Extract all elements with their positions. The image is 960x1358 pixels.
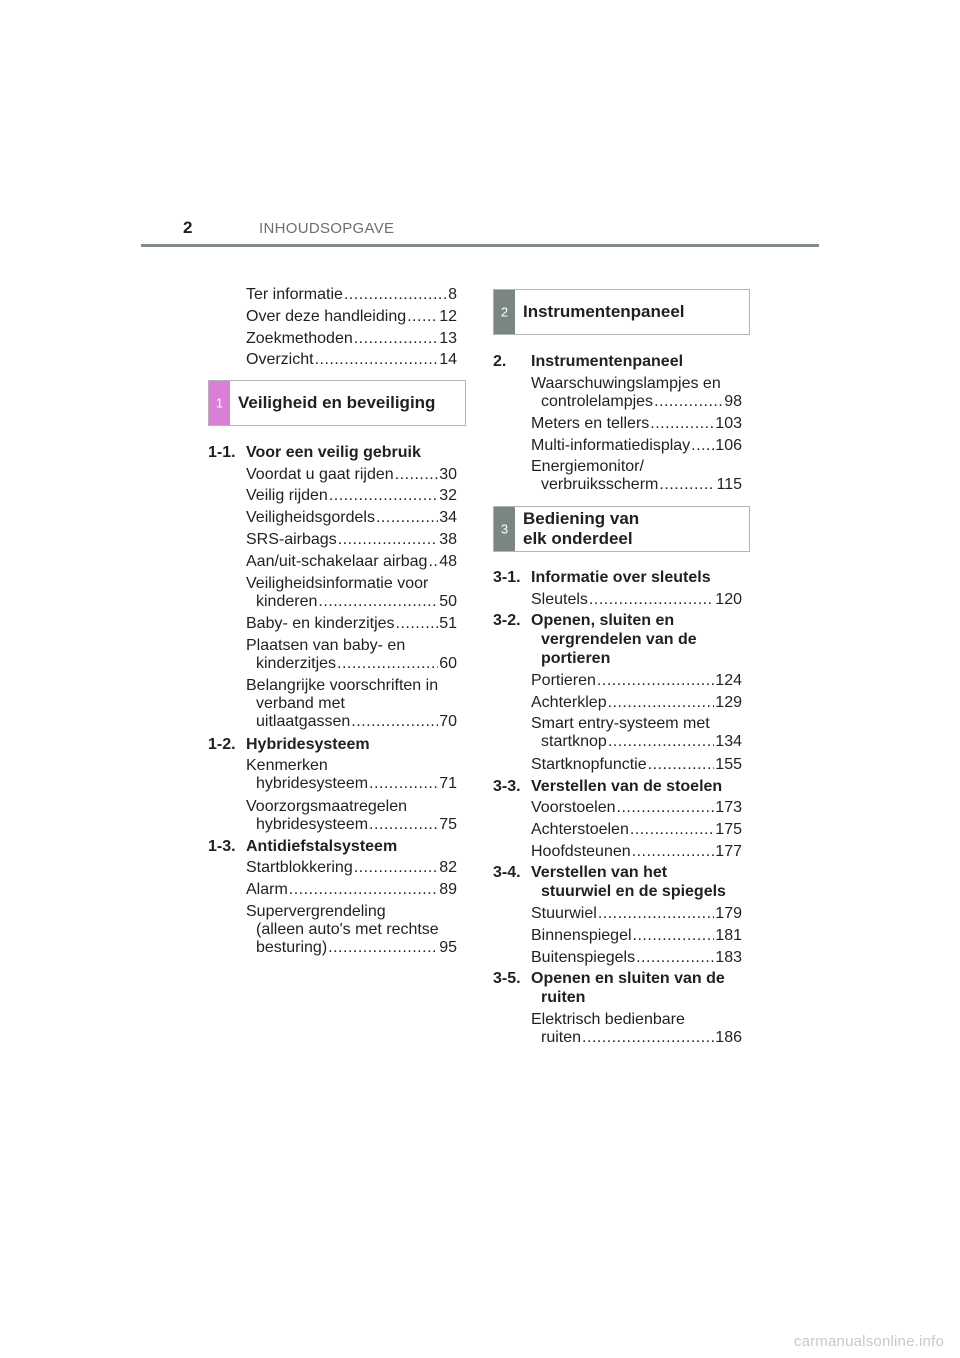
leader-dots	[315, 351, 439, 369]
toc-page-number: 51	[439, 614, 457, 632]
toc-entry[interactable]	[531, 756, 742, 774]
toc-entry-label: startknop	[541, 733, 607, 751]
toc-entry-row	[531, 1029, 742, 1047]
section-heading[interactable]	[493, 778, 722, 796]
section-title: Verstellen van de stoelen	[531, 777, 723, 795]
section-number: 1-2.	[208, 735, 236, 753]
toc-entry-label: kinderzitjes	[256, 654, 337, 672]
toc-entry-row	[246, 531, 457, 549]
header-rule	[141, 244, 819, 247]
toc-entry[interactable]	[531, 591, 742, 609]
section-title-continued: stuurwiel en de spiegels	[541, 883, 726, 901]
toc-entry[interactable]	[246, 330, 457, 348]
toc-entry-label: Buitenspiegels	[531, 948, 636, 966]
chapter-title-text	[238, 393, 435, 413]
section-title: Informatie over sleutels	[531, 569, 711, 586]
toc-entry-row	[531, 591, 742, 609]
section-heading[interactable]	[493, 353, 683, 371]
toc-entry-label: Achterstoelen	[531, 820, 629, 838]
section-title: Openen, sluiten en	[531, 612, 675, 630]
chapter-number: 3	[500, 521, 509, 537]
section-title: Hybridesysteem	[246, 735, 370, 753]
toc-entry-row	[531, 799, 742, 817]
toc-entry-row	[246, 775, 457, 793]
toc-entry-row	[531, 949, 742, 967]
leader-dots	[598, 905, 714, 923]
toc-entry[interactable]	[246, 881, 457, 899]
toc-entry[interactable]	[531, 1011, 742, 1047]
toc-page-number: 115	[716, 476, 742, 494]
leader-dots	[338, 531, 439, 549]
leader-dots	[659, 476, 715, 494]
toc-entry-label: kinderen	[256, 592, 318, 610]
toc-entry-label: Elektrisch bedienbare	[531, 1010, 685, 1028]
leader-dots	[633, 927, 715, 945]
toc-entry[interactable]	[531, 715, 742, 751]
section-title: Instrumentenpaneel	[531, 353, 684, 370]
section-number: 3-4.	[493, 864, 521, 882]
toc-page-number: 50	[439, 592, 457, 610]
toc-entry[interactable]	[246, 677, 457, 731]
toc-entry-label: Overzicht	[246, 351, 314, 369]
toc-entry-label: Supervergrendeling	[246, 902, 386, 920]
toc-entry[interactable]	[531, 799, 742, 817]
section-title-continued: ruiten	[541, 989, 586, 1007]
section-number: 3-3.	[493, 777, 521, 795]
toc-entry-row	[246, 286, 457, 304]
toc-entry-row	[246, 859, 457, 877]
toc-entry-label: Voorzorgsmaatregelen	[246, 797, 407, 815]
leader-dots	[428, 553, 438, 571]
section-number: 3-5.	[493, 970, 521, 988]
toc-entry-row	[246, 330, 457, 348]
section-heading[interactable]	[493, 612, 674, 630]
toc-entry[interactable]	[246, 487, 457, 505]
toc-entry[interactable]	[246, 575, 457, 611]
chapter-title-line: Veiligheid en beveiliging	[238, 393, 436, 412]
chapter-title-line: elk onderdeel	[523, 529, 633, 548]
section-title-continued: portieren	[541, 650, 611, 668]
toc-page-number: 179	[715, 904, 742, 922]
toc-page-number: 48	[439, 552, 457, 570]
toc-entry-label: Kenmerken	[246, 757, 328, 775]
section-heading[interactable]	[208, 838, 397, 856]
toc-entry-label: (alleen auto's met rechtse	[256, 920, 439, 938]
leader-dots	[691, 437, 714, 455]
chapter-title-line: Instrumentenpaneel	[523, 302, 685, 321]
leader-dots	[407, 308, 438, 326]
toc-entry-row	[246, 509, 457, 527]
toc-page-number: 82	[439, 859, 457, 877]
toc-entry-row	[246, 881, 457, 899]
section-heading[interactable]	[493, 569, 711, 587]
toc-entry-label: Binnenspiegel	[531, 926, 632, 944]
toc-entry-row	[246, 939, 457, 957]
toc-entry-label: Stuurwiel	[531, 904, 597, 922]
toc-entry[interactable]	[531, 843, 742, 861]
page-title: INHOUDSOPGAVE	[259, 220, 395, 237]
toc-entry-label: Veilig rijden	[246, 487, 328, 505]
leader-dots	[376, 509, 438, 527]
toc-page-number: 173	[715, 799, 742, 816]
toc-entry[interactable]	[531, 949, 742, 967]
leader-dots	[617, 799, 715, 817]
section-title-continued: vergrendelen van de	[541, 631, 697, 649]
toc-entry-row	[531, 905, 742, 923]
toc-entry-label: Meters en tellers	[531, 414, 650, 432]
toc-entry-label: hybridesysteem	[256, 775, 369, 793]
toc-page-number: 89	[439, 881, 457, 899]
page-header	[141, 218, 819, 248]
toc-entry-row	[246, 816, 457, 834]
leader-dots	[369, 816, 438, 834]
toc-entry-label: Achterklep	[531, 693, 607, 711]
leader-dots	[328, 939, 438, 957]
toc-entry-label: controlelampjes	[541, 392, 654, 410]
page-number: 2	[183, 218, 193, 237]
toc-page-number: 103	[715, 414, 742, 432]
section-number: 3-1.	[493, 569, 521, 586]
toc-entry-row	[246, 713, 457, 731]
toc-page-number: 30	[439, 465, 457, 483]
chapter-tab	[494, 507, 515, 551]
leader-dots	[344, 286, 447, 304]
toc-entry-row	[531, 437, 742, 455]
toc-entry-label: ruiten	[541, 1028, 582, 1046]
toc-page-number: 181	[715, 926, 742, 944]
toc-entry-row	[531, 694, 742, 712]
toc-entry-label: verband met	[256, 694, 345, 712]
toc-entry-label: Voordat u gaat rijden	[246, 465, 394, 483]
toc-entry[interactable]	[531, 927, 742, 945]
toc-page-number: 134	[715, 733, 742, 751]
leader-dots	[369, 775, 438, 793]
toc-entry-row	[246, 655, 457, 673]
toc-page-number: 124	[715, 671, 742, 689]
toc-entry-label: Multi-informatiedisplay	[531, 436, 691, 454]
chapter-title	[238, 381, 435, 425]
toc-entry-row	[531, 821, 742, 839]
toc-entry[interactable]	[246, 637, 457, 673]
leader-dots	[608, 694, 715, 712]
toc-entry-row	[246, 466, 457, 484]
toc-page-number: 60	[439, 654, 457, 672]
leader-dots	[354, 330, 438, 348]
toc-entry[interactable]	[246, 798, 457, 834]
toc-entry[interactable]	[531, 458, 742, 494]
chapter-banner-1[interactable]	[208, 380, 466, 426]
toc-page-number: 8	[448, 286, 457, 303]
leader-dots	[650, 415, 714, 433]
toc-entry-label: Over deze handleiding	[246, 307, 407, 325]
section-heading[interactable]	[208, 444, 421, 462]
toc-entry[interactable]	[246, 615, 457, 633]
toc-entry[interactable]	[246, 531, 457, 549]
chapter-title-text	[523, 302, 685, 322]
toc-entry-row	[246, 593, 457, 611]
toc-entry-label: Veiligheidsinformatie voor	[246, 574, 429, 592]
toc-entry[interactable]	[246, 286, 457, 304]
toc-entry[interactable]	[531, 694, 742, 712]
toc-entry-row	[246, 615, 457, 633]
toc-page-number: 70	[439, 712, 457, 730]
watermark: carmanualsonline.info	[793, 1333, 944, 1350]
leader-dots	[354, 859, 438, 877]
toc-entry-label: Veiligheidsgordels	[246, 509, 375, 527]
toc-entry-row	[531, 476, 742, 494]
toc-entry[interactable]	[246, 308, 457, 326]
toc-page-number: 12	[439, 307, 457, 325]
toc-entry-row	[531, 415, 742, 433]
toc-entry-label: Portieren	[531, 671, 596, 689]
toc-entry-label: Plaatsen van baby- en	[246, 636, 406, 654]
section-number: 3-2.	[493, 612, 521, 630]
toc-entry-label: Baby- en kinderzitjes	[246, 614, 395, 632]
toc-entry-row	[246, 553, 457, 571]
toc-entry-row	[531, 843, 742, 861]
toc-entry[interactable]	[531, 415, 742, 433]
toc-page-number: 32	[439, 487, 457, 505]
toc-entry-label: Waarschuwingslampjes en	[531, 374, 721, 392]
leader-dots	[632, 843, 715, 861]
leader-dots	[351, 713, 438, 731]
leader-dots	[396, 615, 439, 633]
toc-entry-label: uitlaatgassen	[256, 712, 351, 730]
toc-page-number: 177	[715, 842, 742, 860]
toc-entry[interactable]	[246, 351, 457, 369]
toc-entry[interactable]	[246, 509, 457, 527]
toc-entry-label: Voorstoelen	[531, 799, 616, 816]
section-title: Voor een veilig gebruik	[246, 444, 421, 461]
toc-page-number: 98	[724, 392, 742, 410]
chapter-number: 1	[215, 395, 224, 411]
toc-page-number: 75	[439, 815, 457, 833]
toc-page-number: 13	[439, 329, 457, 347]
toc-entry-row	[531, 927, 742, 945]
toc-entry-label: Hoofdsteunen	[531, 842, 631, 860]
toc-entry-row	[531, 733, 742, 751]
toc-page-number: 155	[715, 755, 742, 773]
chapter-tab	[209, 381, 230, 425]
toc-entry-label: Aan/uit-schakelaar airbag	[246, 552, 428, 570]
toc-entry-row	[246, 308, 457, 326]
toc-entry-label: Zoekmethoden	[246, 329, 353, 347]
toc-entry-label: SRS-airbags	[246, 530, 337, 548]
section-number: 1-1.	[208, 444, 236, 461]
toc-entry-row	[246, 487, 457, 505]
leader-dots	[636, 949, 714, 967]
toc-entry[interactable]	[246, 553, 457, 571]
toc-page-number: 106	[715, 436, 742, 454]
section-title: Verstellen van het	[531, 864, 668, 882]
leader-dots	[654, 393, 723, 411]
leader-dots	[648, 756, 715, 774]
toc-page-number: 186	[715, 1028, 742, 1046]
section-title: Openen en sluiten van de	[531, 970, 725, 988]
toc-entry-label: Sleutels	[531, 590, 588, 608]
toc-entry-row	[531, 393, 742, 411]
section-title: Antidiefstalsysteem	[246, 837, 398, 855]
chapter-banner-2[interactable]	[493, 289, 750, 335]
toc-entry-row	[531, 672, 742, 690]
toc-entry[interactable]	[246, 859, 457, 877]
toc-entry[interactable]	[531, 905, 742, 923]
section-heading[interactable]	[493, 864, 667, 882]
toc-page-number: 183	[715, 948, 742, 966]
section-number: 1-3.	[208, 837, 236, 855]
toc-entry-row	[246, 351, 457, 369]
toc-entry-label: Startblokkering	[246, 859, 353, 877]
toc-page-number: 95	[439, 938, 457, 956]
toc-entry-label: Startknopfunctie	[531, 755, 647, 773]
chapter-number: 2	[500, 304, 509, 320]
section-heading[interactable]	[208, 736, 370, 754]
toc-page-number: 71	[439, 775, 457, 793]
toc-page-number: 34	[439, 509, 457, 527]
leader-dots	[582, 1029, 714, 1047]
toc-entry-label: Alarm	[246, 881, 288, 899]
toc-entry[interactable]	[246, 903, 457, 957]
chapter-title-line: Bediening van	[523, 509, 640, 528]
leader-dots	[589, 591, 714, 609]
toc-entry[interactable]	[246, 466, 457, 484]
chapter-title	[523, 290, 685, 334]
leader-dots	[329, 487, 438, 505]
chapter-title	[523, 507, 639, 551]
section-heading[interactable]	[493, 970, 725, 988]
toc-entry-label: Belangrijke voorschriften in	[246, 676, 439, 694]
toc-entry-label: hybridesysteem	[256, 815, 369, 833]
toc-entry[interactable]	[246, 757, 457, 793]
toc-page-number: 175	[715, 820, 742, 838]
leader-dots	[630, 821, 714, 839]
toc-page-number: 120	[715, 590, 742, 608]
toc-entry-row	[531, 756, 742, 774]
toc-entry-label: Smart entry-systeem met	[531, 715, 710, 733]
toc-entry[interactable]	[531, 821, 742, 839]
chapter-tab	[494, 290, 515, 334]
leader-dots	[608, 733, 714, 751]
leader-dots	[289, 881, 438, 899]
toc-entry-label: besturing)	[256, 938, 328, 956]
leader-dots	[318, 593, 438, 611]
leader-dots	[395, 466, 439, 484]
toc-entry[interactable]	[531, 437, 742, 455]
toc-page-number: 38	[439, 530, 457, 548]
leader-dots	[337, 655, 438, 673]
toc-entry[interactable]	[531, 375, 742, 411]
chapter-banner-3[interactable]	[493, 506, 750, 552]
toc-entry[interactable]	[531, 672, 742, 690]
leader-dots	[597, 672, 714, 690]
toc-entry-label: verbruiksscherm	[541, 476, 659, 494]
toc-entry-label: Ter informatie	[246, 286, 343, 303]
toc-page-number: 129	[715, 693, 742, 711]
toc-page-number: 14	[439, 351, 457, 369]
toc-entry-label: Energiemonitor/	[531, 458, 644, 476]
chapter-title-text	[523, 509, 639, 549]
section-number: 2.	[493, 353, 507, 370]
